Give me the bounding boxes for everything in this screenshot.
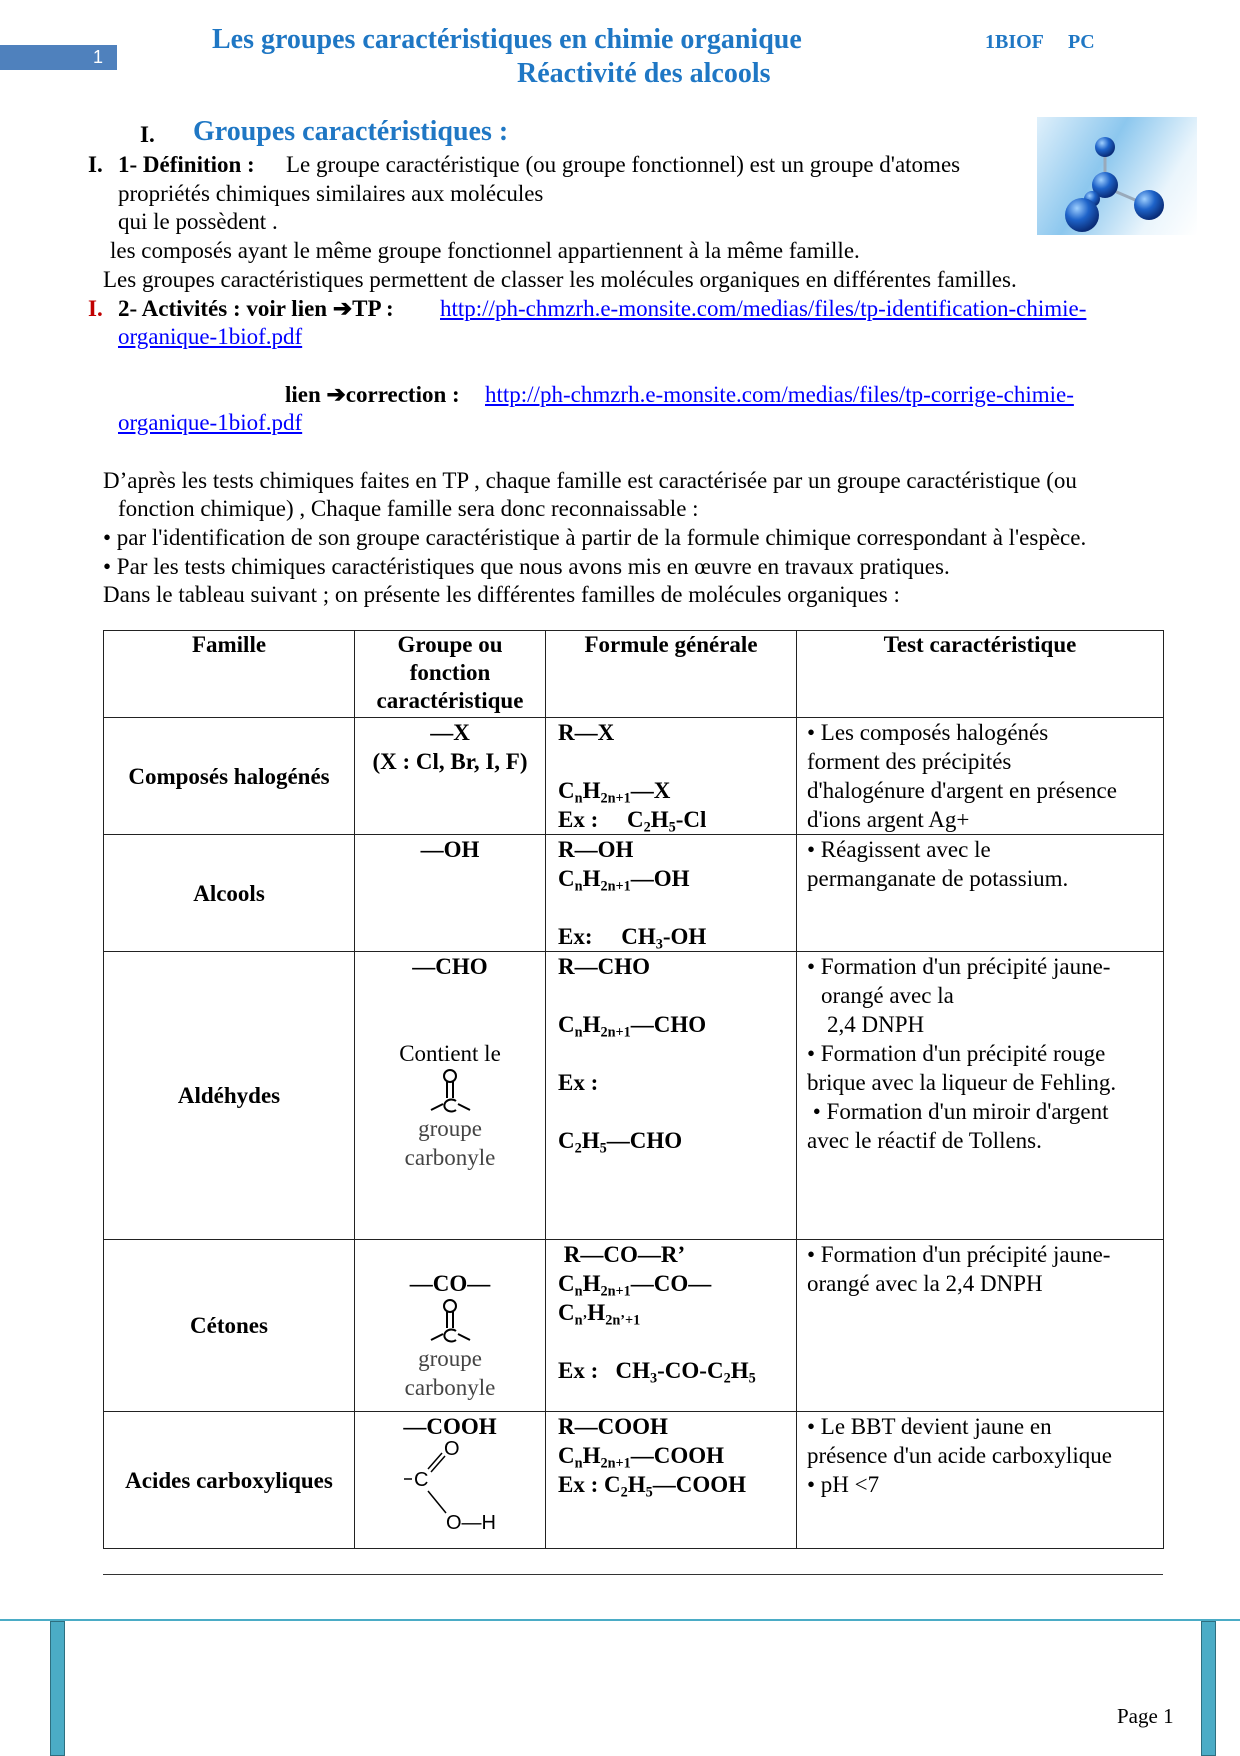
- family-cell: Aldéhydes: [104, 952, 355, 1240]
- activities-numeral: I.: [88, 296, 103, 321]
- molecule-icon: [1037, 117, 1197, 235]
- test-text: avec le réactif de Tollens.: [807, 1128, 1042, 1153]
- header-test: Test caractéristique: [797, 631, 1164, 718]
- formula-text: $C_nH_{2n+1}—COOH$: [558, 1443, 725, 1472]
- group-caption: groupe: [418, 1346, 482, 1371]
- formula-cell: [546, 718, 797, 835]
- table-row: [104, 1412, 1164, 1549]
- formula-text: $C_{n’}H_{2n’+1}$: [558, 1300, 641, 1329]
- table-header-row: [104, 631, 1164, 718]
- formula-cell: [546, 835, 797, 952]
- test-text: • Formation d'un miroir d'argent: [807, 1099, 1109, 1124]
- group-text: (X : Cl, Br, I, F): [372, 749, 528, 774]
- formula-text: R—OH: [558, 837, 634, 862]
- level-label: 1BIOF: [985, 31, 1044, 53]
- definition-label: 1- Définition :: [118, 152, 255, 177]
- formula-text: $C_nH_{2n+1}—CO—$: [558, 1271, 712, 1300]
- page-number-tab: 1: [0, 45, 117, 70]
- footer-left-bar: [50, 1621, 65, 1756]
- footer-band-line: [0, 1619, 1240, 1621]
- formula-example: Ex : $C_2H_5-Cl$: [558, 807, 707, 836]
- group-caption: groupe: [418, 1116, 482, 1141]
- section-numeral: I.: [140, 122, 155, 147]
- header-famille: Famille: [104, 631, 355, 718]
- correction-link[interactable]: http://ph-chmzrh.e-monsite.com/medias/files/tp-corrige-chimie-: [485, 382, 1074, 407]
- intro-paragraph: fonction chimique) , Chaque famille sera donc reconnaissable :: [118, 496, 699, 521]
- test-text: d'halogénure d'argent en présence: [807, 778, 1117, 803]
- test-text: • Formation d'un précipité rouge: [807, 1041, 1106, 1066]
- test-text: présence d'un acide carboxylique: [807, 1443, 1112, 1468]
- test-text: • Les composés halogénés: [807, 720, 1049, 745]
- group-cell: [355, 1240, 546, 1412]
- header-groupe-line: Groupe ou: [397, 632, 503, 657]
- formula-text: R—X: [558, 720, 615, 745]
- intro-bullet: • par l'identification de son groupe caractéristique à partir de la formule chimique correspondant à l'espèce.: [103, 525, 1087, 550]
- test-text: brique avec la liqueur de Fehling.: [807, 1070, 1117, 1095]
- header-groupe-line: fonction: [409, 660, 491, 685]
- carboxyl-structure-icon: [390, 1441, 510, 1533]
- group-text: —COOH: [403, 1414, 497, 1439]
- test-text: • Réagissent avec le: [807, 837, 991, 862]
- table-row: [104, 1240, 1164, 1412]
- formula-example: Ex : $C_2H_5—COOH$: [558, 1472, 747, 1501]
- test-cell: [797, 1240, 1164, 1412]
- test-text: permanganate de potassium.: [807, 866, 1069, 891]
- correction-label: lien ➔correction :: [285, 382, 460, 407]
- carboxyl-oxygen: O: [444, 1441, 460, 1460]
- family-cell: Acides carboxyliques: [104, 1412, 355, 1549]
- footer-right-bar: [1201, 1621, 1216, 1756]
- activities-label: 2- Activités : voir lien ➔TP :: [118, 296, 394, 321]
- formula-example: Ex: $CH_3-OH$: [558, 924, 707, 953]
- formula-cell: [546, 1412, 797, 1549]
- test-text: orangé avec la 2,4 DNPH: [807, 1271, 1043, 1296]
- definition-text: Le groupe caractéristique (ou groupe fonctionnel) est un groupe d'atomes: [286, 152, 961, 177]
- definition-text: propriétés chimiques similaires aux molécules: [118, 181, 544, 206]
- header-formule: Formule générale: [546, 631, 797, 718]
- intro-paragraph: D’après les tests chimiques faites en TP , chaque famille est caractérisée par un groupe caractéristique (ou: [103, 468, 1077, 493]
- test-text: orangé avec la: [821, 983, 954, 1008]
- test-text: 2,4 DNPH: [827, 1012, 925, 1037]
- family-cell: Composés halogénés: [104, 718, 355, 835]
- section-heading: Groupes caractéristiques :: [193, 116, 509, 147]
- tp-link[interactable]: http://ph-chmzrh.e-monsite.com/medias/files/tp-identification-chimie-: [440, 296, 1087, 321]
- test-text: forment des précipités: [807, 749, 1012, 774]
- carbonyl-structure-icon: [425, 1298, 475, 1344]
- test-cell: [797, 1412, 1164, 1549]
- header-groupe-line: caractéristique: [376, 688, 524, 713]
- test-cell: [797, 718, 1164, 835]
- group-cell: [355, 1412, 546, 1549]
- intro-paragraph: Dans le tableau suivant ; on présente les différentes familles de molécules organiques :: [103, 582, 900, 607]
- test-text: • pH <7: [807, 1472, 880, 1497]
- group-text: —OH: [420, 837, 480, 862]
- formula-text: R—CHO: [558, 954, 650, 979]
- formula-example: Ex : $CH_3-CO-C_2H_5$: [558, 1358, 756, 1387]
- carbonyl-structure-icon: [425, 1068, 475, 1114]
- group-text: —CO—: [409, 1271, 491, 1296]
- subject-label: PC: [1068, 31, 1095, 53]
- test-text: d'ions argent Ag+: [807, 807, 970, 832]
- table-row: [104, 835, 1164, 952]
- correction-link-continued[interactable]: organique-1biof.pdf: [118, 410, 303, 435]
- group-caption: carbonyle: [404, 1145, 496, 1170]
- formula-example: $C_2H_5—CHO$: [558, 1128, 683, 1157]
- carboxyl-carbon: C: [414, 1469, 429, 1491]
- formula-text: $C_nH_{2n+1}—CHO$: [558, 1012, 707, 1041]
- group-cell: [355, 835, 546, 952]
- table-row: [104, 718, 1164, 835]
- formula-text: $C_nH_{2n+1}—OH$: [558, 866, 690, 895]
- formula-cell: [546, 1240, 797, 1412]
- header-groupe: [355, 631, 546, 718]
- definition-text: Les groupes caractéristiques permettent de classer les molécules organiques en différentes familles.: [103, 267, 1017, 292]
- table-row: [104, 952, 1164, 1240]
- formula-example: Ex :: [558, 1070, 599, 1095]
- group-text: Contient le: [399, 1041, 501, 1066]
- family-cell: Cétones: [104, 1240, 355, 1412]
- families-table: [103, 630, 1164, 1549]
- definition-text: qui le possèdent .: [118, 209, 278, 234]
- family-cell: Alcools: [104, 835, 355, 952]
- group-text: —X: [430, 720, 470, 745]
- formula-cell: [546, 952, 797, 1240]
- test-text: • Le BBT devient jaune en: [807, 1414, 1052, 1439]
- test-text: • Formation d'un précipité jaune-: [807, 1242, 1111, 1267]
- group-caption: carbonyle: [404, 1375, 496, 1400]
- definition-text: les composés ayant le même groupe fonctionnel appartiennent à la même famille.: [110, 238, 860, 263]
- document-subtitle: Réactivité des alcools: [517, 58, 771, 89]
- page-label: Page 1: [1117, 1704, 1174, 1728]
- document-title: Les groupes caractéristiques en chimie organique: [212, 24, 802, 55]
- test-cell: [797, 952, 1164, 1240]
- group-cell: [355, 952, 546, 1240]
- test-text: • Formation d'un précipité jaune-: [807, 954, 1111, 979]
- footer-divider: [103, 1574, 1163, 1575]
- molecule-image: [1037, 117, 1197, 235]
- tp-link-continued[interactable]: organique-1biof.pdf: [118, 324, 303, 349]
- definition-numeral: I.: [88, 152, 103, 177]
- carboxyl-hydroxyl: O—H: [446, 1512, 496, 1533]
- group-cell: [355, 718, 546, 835]
- test-cell: [797, 835, 1164, 952]
- group-text: —CHO: [412, 954, 488, 979]
- formula-text: R—CO—R’: [558, 1242, 686, 1267]
- formula-text: R—COOH: [558, 1414, 668, 1439]
- intro-bullet: • Par les tests chimiques caractéristiques que nous avons mis en œuvre en travaux pratiques.: [103, 554, 950, 579]
- formula-text: $C_nH_{2n+1}—X$: [558, 778, 671, 807]
